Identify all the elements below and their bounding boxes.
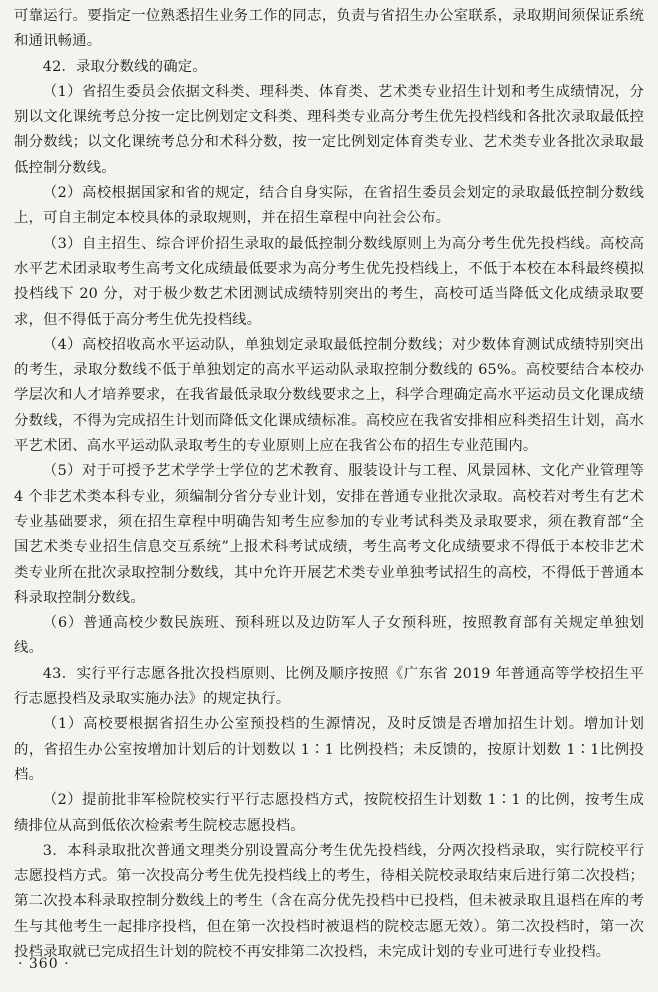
- paragraph-43-3: 3．本科录取批次普通文理类分别设置高分考生优先投档线，分两次投档录取，实行院校平行志愿投档方式。第一次投高分考生优先投档线上的考生，待相关院校录取结束后进行第二次投档；第二次投本科录取控制分数线上的考生（含在高分优先投档中已投档，但未被录取且退档在库的考生与其他考生一起排序投档，但在第一次投档时被退档的院校志愿无效）。第二次投档时，第一次投档录取就已完成招生计划的院校不再安排第二次投档，未完成计划的专业可进行专业投档。: [14, 842, 644, 960]
- section-42-heading: 42．录取分数线的确定。: [42, 58, 207, 75]
- paragraph-1: 可靠运行。要指定一位熟悉招生业务工作的同志，负责与省招生办公室联系，录取期间须保证系统和通讯畅通。: [14, 8, 644, 50]
- paragraph-42-4: （4）高校招收高水平运动队，单独划定录取最低控制分数线；对少数体育测试成绩特别突出的考生，录取分数线不低于单独划定的高水平运动队录取控制分数线的 65%。高校要结合本校办学层次和人才培养要求，在我省最低录取分数线要求之上，科学合理确定高水平运动员文化课成绩分数线，不得为完成招生计划而降低文化课成绩标准。高校应在我省安排相应科类招生计划，高水平艺术团、高水平运动队录取考生的专业原则上应在我省公布的招生专业范围内。: [14, 336, 644, 455]
- paragraph-42-2: （2）高校根据国家和省的规定，结合自身实际，在省招生委员会划定的录取最低控制分数线上，可自主制定本校具体的录取规则，并在招生章程中向社会公布。: [14, 185, 644, 227]
- paragraph-43-2: （2）提前批非军检院校实行平行志愿投档方式，按院校招生计划数 1∶1 的比例，按考生成绩排位从高到低依次检索考生院校志愿投档。: [14, 792, 644, 834]
- paragraph-43-1: （1）高校要根据省招生办公室预投档的生源情况，及时反馈是否增加招生计划。增加计划的，省招生办公室按增加计划后的计划数以 1∶1 比例投档；未反馈的，按原计划数 1∶1比例投档。: [14, 716, 644, 783]
- body-text: [14, 4, 644, 965]
- paragraph-42-1: （1）省招生委员会依据文科类、理科类、体育类、艺术类专业招生计划和考生成绩情况，分别以文化课统考总分按一定比例划定文科类、理科类专业高分考生优先投档线和各批次录取最低控制分数线；以文化课统考总分和术科分数，按一定比例划定体育类专业、艺术类专业各批次录取最低控制分数线。: [14, 83, 644, 176]
- paragraph-42-6: （6）普通高校少数民族班、预科班以及边防军人子女预科班，按照教育部有关规定单独划线。: [14, 615, 644, 657]
- section-43-heading: 43．实行平行志愿各批次投档原则、比例及顺序按照《广东省 2019 年普通高等学校招生平行志愿投档及录取实施办法》的规定执行。: [14, 665, 644, 708]
- paragraph-42-5: （5）对于可授予艺术学学士学位的艺术教育、服装设计与工程、风景园林、文化产业管理等 4 个非艺术类本科专业，须编制分省分专业计划，安排在普通专业批次录取。高校若对考生有艺术专业基础要求，须在招生章程中明确告知考生应参加的专业考试科类及录取要求，须在教育部“全国艺术类专业招生信息交互系统”上报术科考试成绩，考生高考文化成绩要求不得低于本校非艺术类专业所在批次录取控制分数线，其中允许开展艺术类专业单独考试招生的高校，不得低于普通本科录取控制分数线。: [14, 463, 644, 606]
- page-number: · 360 ·: [18, 956, 70, 972]
- paragraph-42-3: （3）自主招生、综合评价招生录取的最低控制分数线原则上为高分考生优先投档线。高校高水平艺术团录取考生高考文化成绩最低要求为高分考生优先投档线上，不低于本校在本科最终模拟投档线下 20 分，对于极少数艺术团测试成绩特别突出的考生，高校可适当降低文化成绩录取要求，但不得低于高分考生优先投档线。: [14, 235, 644, 328]
